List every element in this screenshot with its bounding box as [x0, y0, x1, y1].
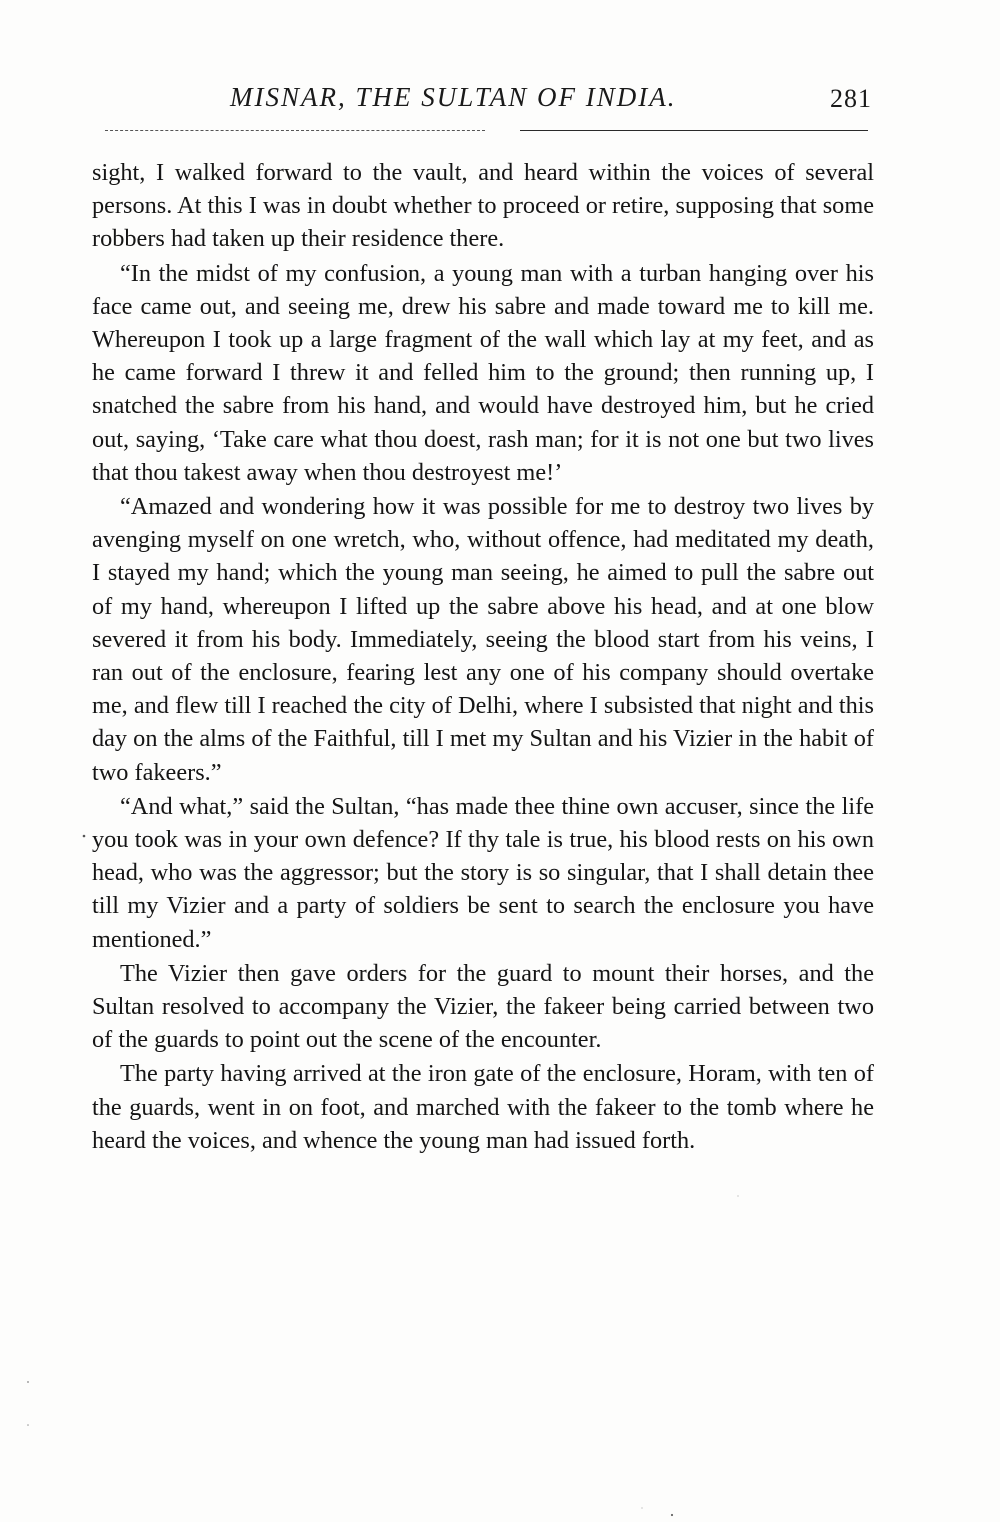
header-rule-left — [105, 130, 485, 131]
paragraph-3: “Amazed and wondering how it was possible for me to destroy two lives by avenging myself on one wretch, who, without offence, had meditated my death, I stayed my hand; which the young man seeing, he aimed to pull the sabre out of my hand, whereupon I lifted up the sabre above his head, and at one blow severed it from his body. Immediately, seeing the blood start from his veins, I ran out of the enclosure, fearing lest any one of his company should overtake me, and flew till I reached the city of Delhi, where I subsisted that night and this day on the alms of the Faithful, till I met my Sultan and his Vizier in the habit of two fakeers.” — [92, 493, 874, 786]
page-number: 281 — [830, 84, 872, 113]
header-rule-right — [520, 130, 868, 131]
paragraph-5: The Vizier then gave orders for the guard to mount their horses, and the Sultan resolved to accompany the Vizier, the fakeer being carried between two of the guards to point out the scene of the encounter. — [92, 959, 874, 1054]
running-head — [90, 82, 880, 122]
running-title: MISNAR, THE SULTAN OF INDIA. — [230, 82, 677, 112]
body-text — [92, 156, 874, 1158]
paragraph-2: “In the midst of my confusion, a young man with a turban hanging over his face came out, and seeing me, drew his sabre and made toward me to kill me. Whereupon I took up a large fragment of the wall which lay at my feet, and as he came forward I threw it and felled him to the ground; then running up, I snatched the sabre from his hand, and would have destroyed him, but he cried out, saying, ‘Take care what thou doest, rash man; for it is not one but two lives that thou takest away when thou destroyest me!’ — [92, 259, 874, 486]
paragraph-6: The party having arrived at the iron gate of the enclosure, Horam, with ten of the guards, went in on foot, and marched with the fakeer to the tomb where he heard the voices, and whence the young man had issued forth. — [92, 1060, 874, 1154]
paragraph-4: “And what,” said the Sultan, “has made thee thine own accuser, since the life you took was in your own defence? If thy tale is true, his blood rests on his own head, who was the aggressor; but the story is so singular, that I shall detain thee till my Vizier and a party of soldiers be sent to search the enclosure you have mentioned.” — [92, 792, 874, 953]
paragraph-1: sight, I walked forward to the vault, and heard within the voices of several persons. At this I was in doubt whether to proceed or retire, supposing that some robbers had taken up their residence there. — [92, 159, 874, 253]
